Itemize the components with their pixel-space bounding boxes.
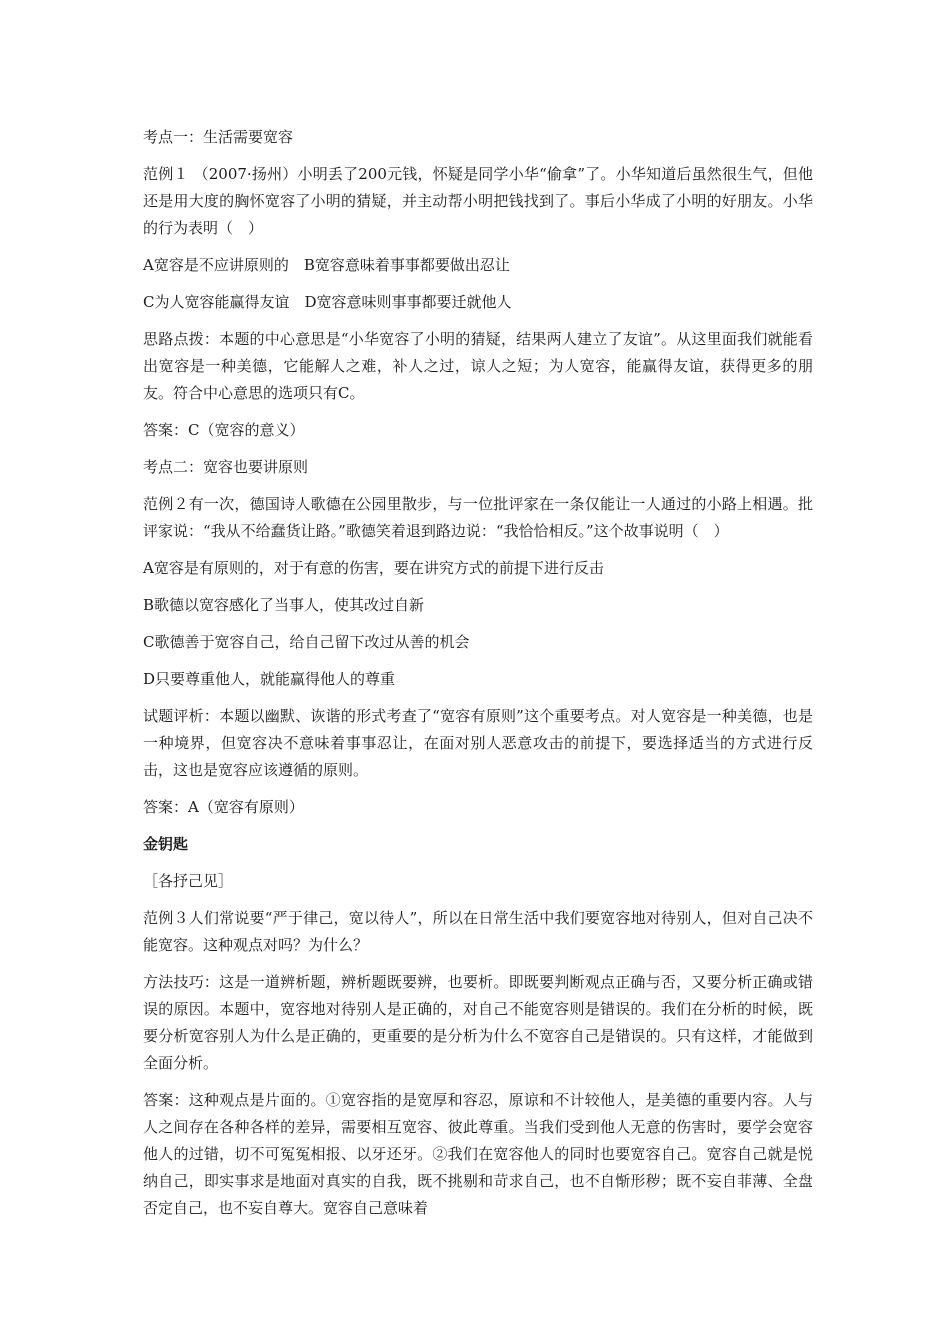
example-2-option-c: C歌德善于宽容自己，给自己留下改过从善的机会 [143,633,470,651]
discussion-label: ［各抒己见］ [143,872,234,890]
section-heading-2: 考点二：宽容也要讲原则 [143,458,309,476]
example-2-option-d: D只要尊重他人，就能赢得他人的尊重 [143,670,396,688]
example-1-options-cd: C为人宽容能赢得友谊 D宽容意味则事事都要迁就他人 [143,293,512,311]
example-2-question: 范例２有一次，德国诗人歌德在公园里散步，与一位批评家在一条仅能让一人通过的小路上相遇。批评家说：“我从不给蠢货让路。”歌德笑着退到路边说：“我恰恰相反。”这个故事说明（ ） [143,495,813,540]
example-3-question: 范例３人们常说要“严于律己，宽以待人”，所以在日常生活中我们要宽容地对待别人，但对自己决不能宽容。这种观点对吗？为什么？ [143,909,813,954]
document-page [143,124,813,1232]
example-2-answer: 答案：A（宽容有原则） [143,798,304,816]
golden-key-heading: 金钥匙 [143,835,189,853]
example-1-analysis: 思路点拨：本题的中心意思是“小华宽容了小明的猜疑，结果两人建立了友谊”。从这里面我们就能看出宽容是一种美德，它能解人之难，补人之过，谅人之短；为人宽容，能赢得友谊，获得更多的朋友。符合中心意思的选项只有C。 [143,330,813,402]
example-3-method: 方法技巧：这是一道辨析题，辨析题既要辨，也要析。即既要判断观点正确与否，又要分析正确或错误的原因。本题中，宽容地对待别人是正确的，对自己不能宽容则是错误的。我们在分析的时候，既要分析宽容别人为什么是正确的，更重要的是分析为什么不宽容自己是错误的。只有这样，才能做到全面分析。 [143,973,813,1072]
example-1-options-ab: A宽容是不应讲原则的 B宽容意味着事事都要做出忍让 [143,256,510,274]
example-1-answer: 答案：C（宽容的意义） [143,421,305,439]
example-2-analysis: 试题评析：本题以幽默、诙谐的形式考查了“宽容有原则”这个重要考点。对人宽容是一种美德，也是一种境界，但宽容决不意味着事事忍让，在面对别人恶意攻击的前提下，要选择适当的方式进行反击，这也是宽容应该遵循的原则。 [143,707,813,779]
section-heading-1: 考点一：生活需要宽容 [143,128,294,146]
example-2-option-b: B歌德以宽容感化了当事人，使其改过自新 [143,596,425,614]
example-1-question: 范例１ （2007·扬州）小明丢了200元钱，怀疑是同学小华“偷拿”了。小华知道后虽然很生气，但他还是用大度的胸怀宽容了小明的猜疑，并主动帮小明把钱找到了。事后小华成了小明的好朋友。小华的行为表明（ ） [143,165,813,237]
example-2-option-a: A宽容是有原则的，对于有意的伤害，要在讲究方式的前提下进行反击 [143,559,604,577]
example-3-answer: 答案：这种观点是片面的。①宽容指的是宽厚和容忍，原谅和不计较他人，是美德的重要内容。人与人之间存在各种各样的差异，需要相互宽容、彼此尊重。当我们受到他人无意的伤害时，要学会宽容他人的过错，切不可冤冤相报、以牙还牙。②我们在宽容他人的同时也要宽容自己。宽容自己就是悦纳自己，即实事求是地面对真实的自我，既不挑剔和苛求自己，也不自惭形秽；既不妄自菲薄、全盘否定自己，也不妄自尊大。宽容自己意味着 [143,1091,813,1217]
